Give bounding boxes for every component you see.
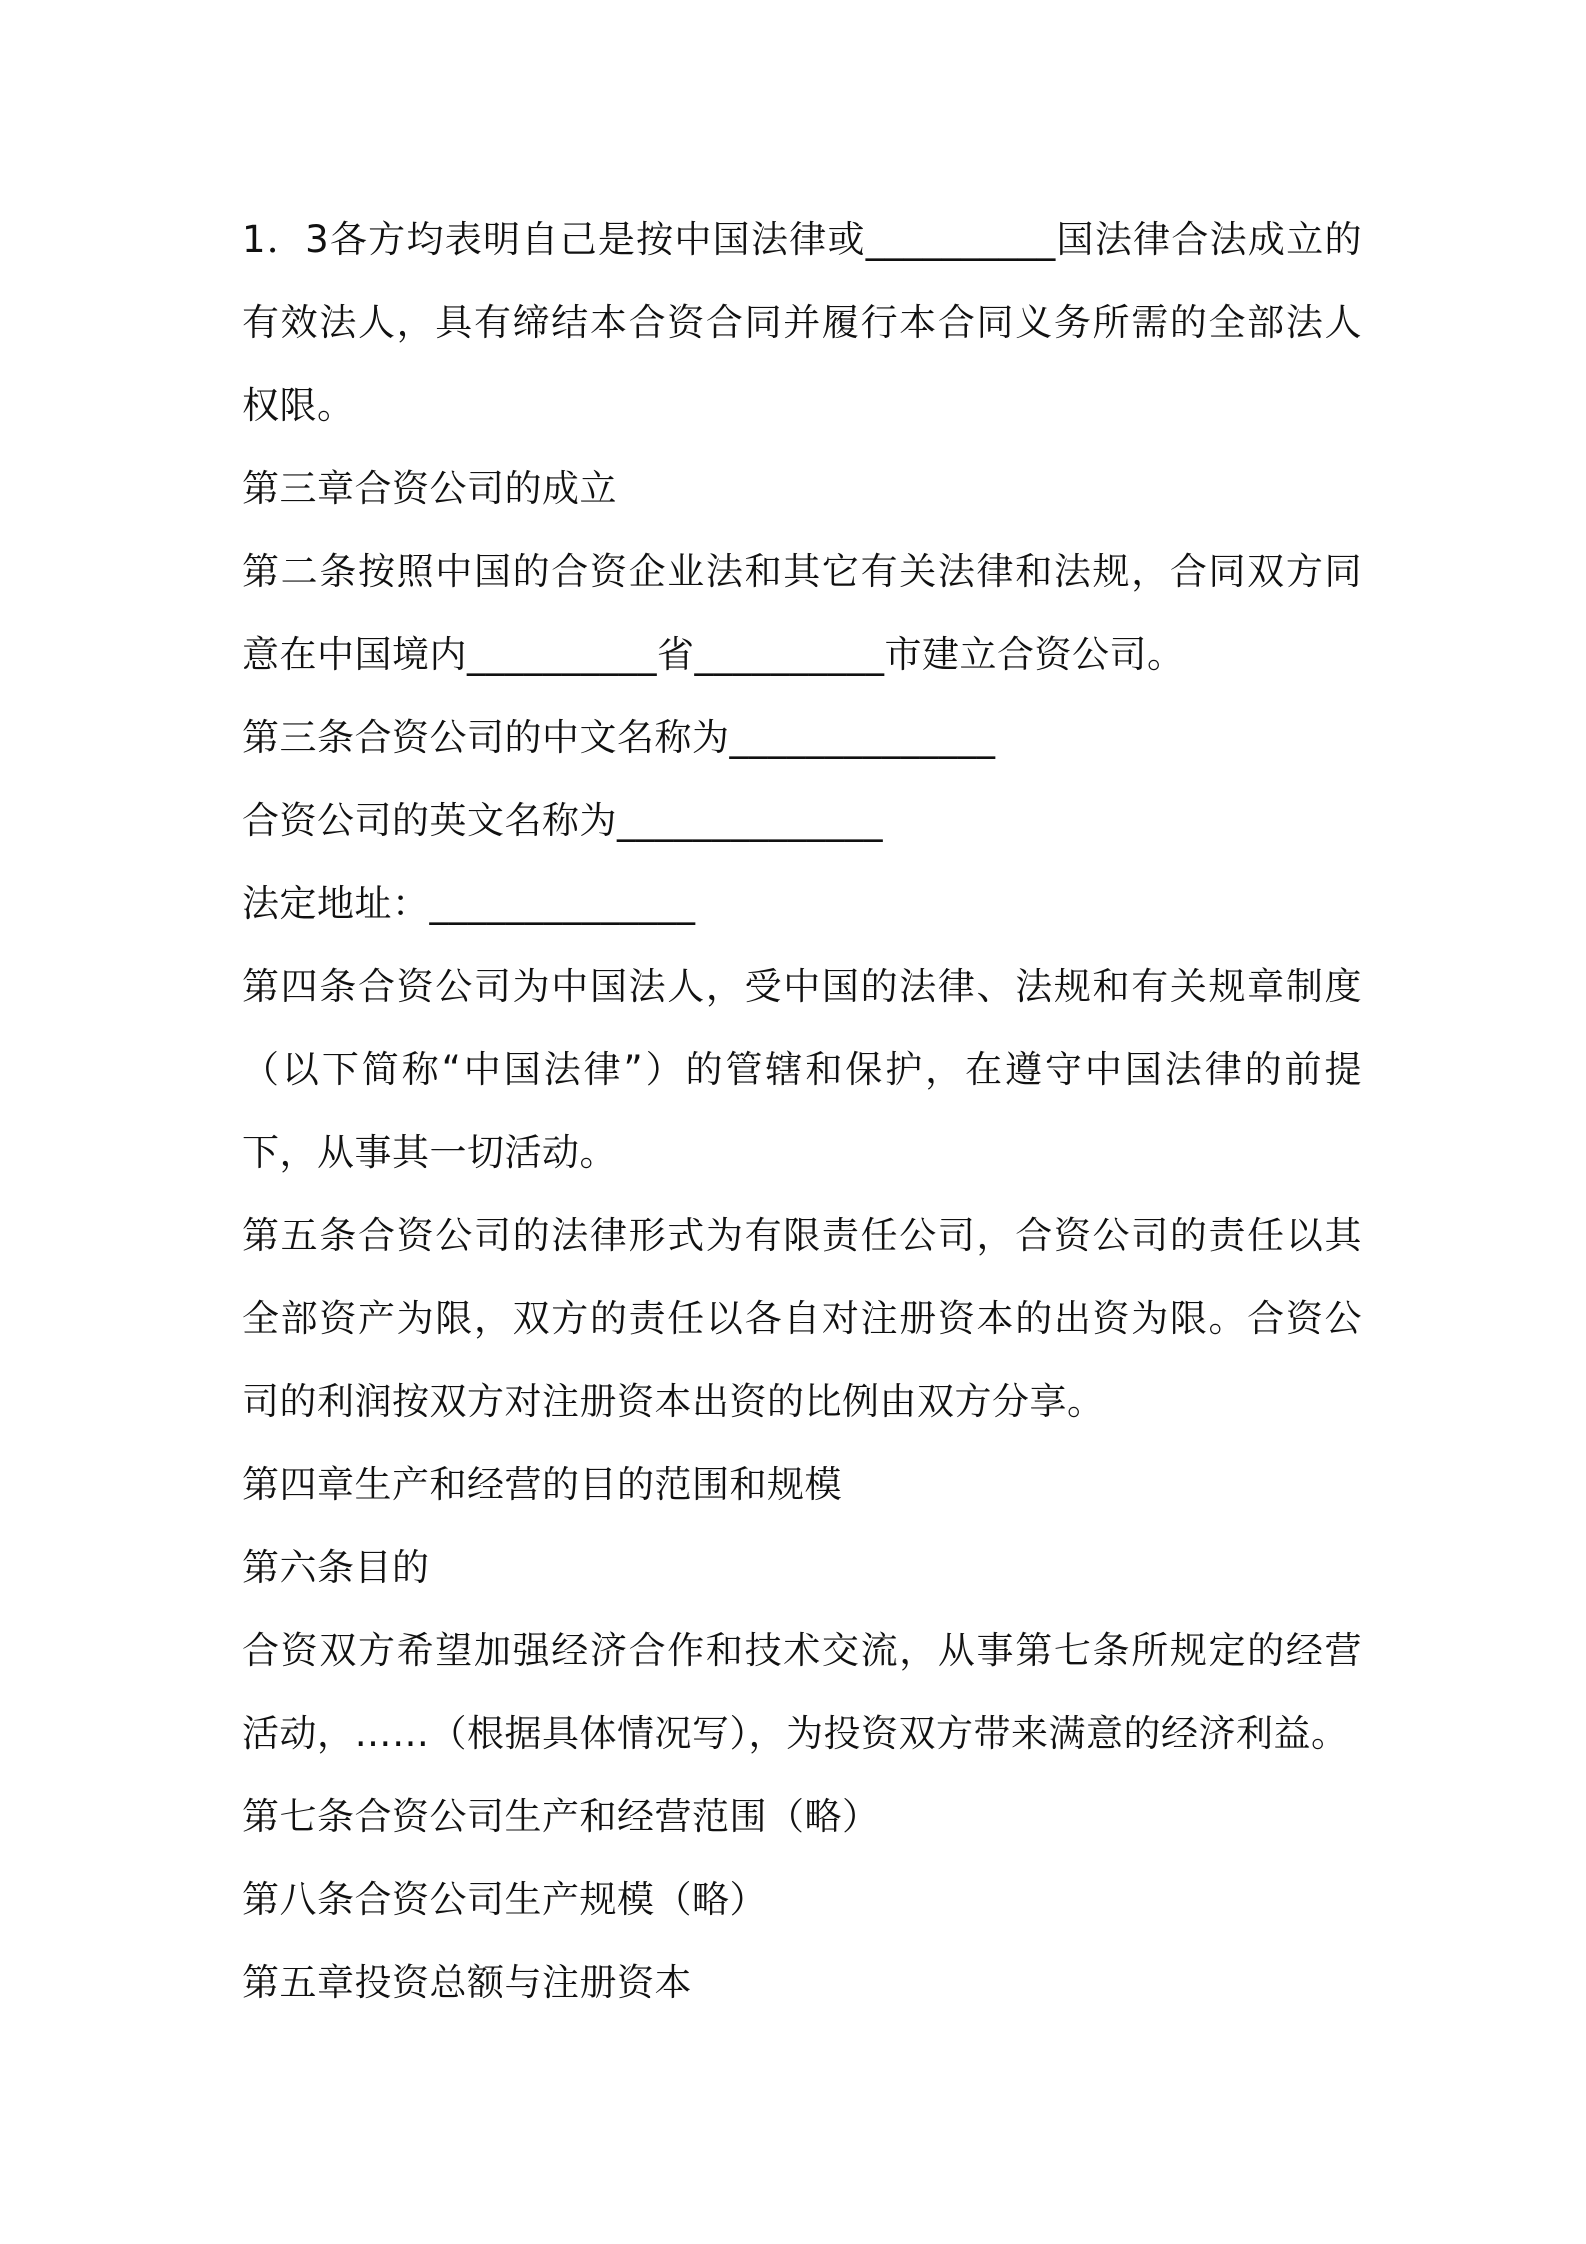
- document-body: [242, 198, 1362, 2024]
- paragraph-article-4: 第四条合资公司为中国法人，受中国的法律、法规和有关规章制度（以下简称“中国法律”）的管辖和保护，在遵守中国法律的前提下，从事其一切活动。: [242, 965, 1362, 1174]
- paragraph-article-7: 第七条合资公司生产和经营范围（略）: [242, 1795, 880, 1838]
- paragraph-article-5: 第五条合资公司的法律形式为有限责任公司，合资公司的责任以其全部资产为限，双方的责任以各自对注册资本的出资为限。合资公司的利润按双方对注册资本出资的比例由双方分享。: [242, 1214, 1362, 1423]
- chapter-4-heading: 第四章生产和经营的目的范围和规模: [242, 1463, 842, 1506]
- paragraph-legal-address: 法定地址：______________: [242, 882, 696, 925]
- paragraph-article-6-body: 合资双方希望加强经济合作和技术交流，从事第七条所规定的经营活动，……（根据具体情况写），为投资双方带来满意的经济利益。: [242, 1629, 1362, 1755]
- chapter-5-heading: 第五章投资总额与注册资本: [242, 1961, 692, 2004]
- paragraph-article-8: 第八条合资公司生产规模（略）: [242, 1878, 767, 1921]
- paragraph-article-6-title: 第六条目的: [242, 1546, 430, 1589]
- paragraph-article-3-chinese-name: 第三条合资公司的中文名称为______________: [242, 716, 996, 759]
- paragraph-article-1-3: 1．3各方均表明自己是按中国法律或__________国法律合法成立的有效法人，具有缔结本合资合同并履行本合同义务所需的全部法人权限。: [242, 218, 1362, 427]
- paragraph-article-2: 第二条按照中国的合资企业法和其它有关法律和法规，合同双方同意在中国境内__________省__________市建立合资公司。: [242, 550, 1362, 676]
- chapter-3-heading: 第三章合资公司的成立: [242, 467, 617, 510]
- paragraph-english-name: 合资公司的英文名称为______________: [242, 799, 883, 842]
